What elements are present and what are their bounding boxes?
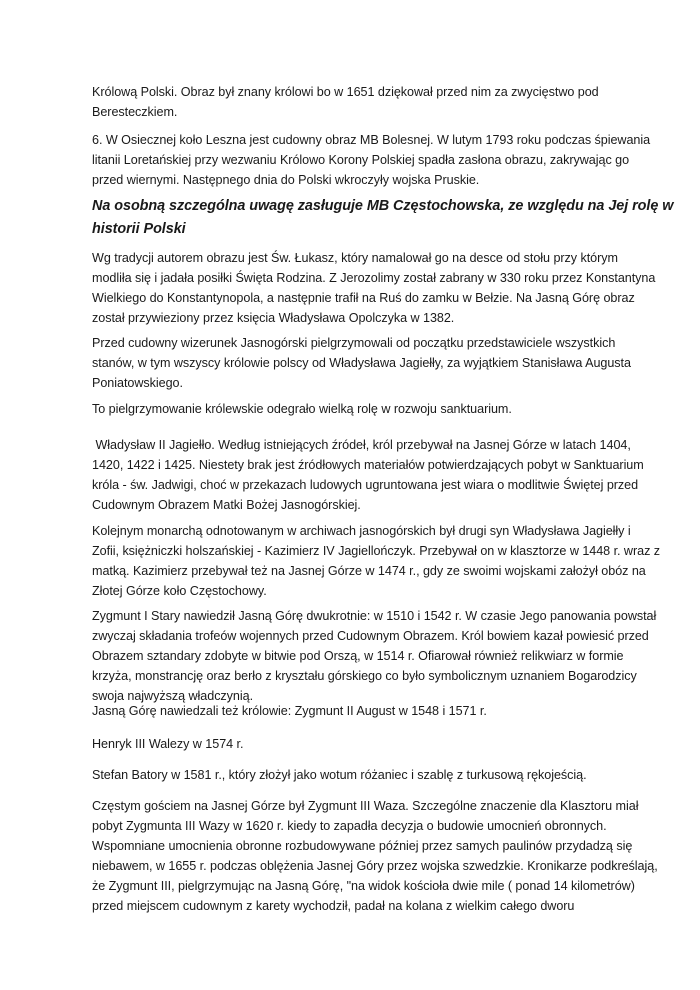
paragraph-kazimierz <box>92 521 661 601</box>
text-line: przed wiernymi. Następnego dnia do Polski wkroczyły wojska Pruskie. <box>92 173 480 187</box>
paragraph-pielgrzymowali <box>92 333 652 393</box>
text-line: Kolejnym monarchą odnotowanym w archiwach jasnogórskich był drugi syn Władysława Jagiełły i <box>92 524 631 538</box>
paragraph-zygmunt-august <box>92 701 652 721</box>
text-line: pobyt Zygmunta III Wazy w 1620 r. kiedy to zapadła decyzja o budowie umocnień obronnych. <box>92 819 607 833</box>
section-heading <box>92 195 674 241</box>
text-line: stanów, w tym wszyscy królowie polscy od Władysława Jagiełły, za wyjątkiem Stanisława Augusta <box>92 356 631 370</box>
text-line: został przywieziony przez księcia Władysława Opolczyka w 1382. <box>92 311 455 325</box>
paragraph-krolowa <box>92 82 652 122</box>
text-line: Przed cudowny wizerunek Jasnogórski pielgrzymowali od początku przedstawiciele wszystkich <box>92 336 616 350</box>
text-line: Henryk III Walezy w 1574 r. <box>92 737 244 751</box>
heading-line: Na osobną szczególna uwagę zasługuje MB Częstochowska, ze względu na Jej rolę w <box>92 198 674 214</box>
text-line: krzyża, monstrancję oraz berło z kryształu górskiego co było symbolicznym uznaniem Bogarodzicy <box>92 669 637 683</box>
text-line: przed miejscem cudownym z karety wychodził, padał na kolana z wielkim całego dworu <box>92 899 575 913</box>
paragraph-henryk <box>92 734 652 754</box>
text-line: Zygmunt I Stary nawiedził Jasną Górę dwukrotnie: w 1510 i 1542 r. W czasie Jego panowania powstał <box>92 609 657 623</box>
text-line: Złotej Górze koło Częstochowy. <box>92 584 267 598</box>
text-line: Stefan Batory w 1581 r., który złożył jako wotum różaniec i szablę z turkusową rękojeścią. <box>92 768 587 782</box>
text-line: matką. Kazimierz przebywał też na Jasnej Górze w 1474 r., gdy ze swoimi wojskami założył obóz na <box>92 564 646 578</box>
text-line: 1420, 1422 i 1425. Niestety brak jest źródłowych materiałów potwierdzających pobyt w Sanktuarium <box>92 458 644 472</box>
paragraph-jagiello <box>92 435 652 515</box>
text-line: Wspomniane umocnienia obronne rozbudowywane później przez samych paulinów przydadzą się <box>92 839 633 853</box>
text-line: króla - św. Jadwigi, choć w przekazach ludowych ugruntowana jest wiara o modlitwie Świętej przed <box>92 478 639 492</box>
text-line: Królową Polski. Obraz był znany królowi bo w 1651 dziękował przed nim za zwycięstwo pod <box>92 85 599 99</box>
text-line: Wg tradycji autorem obrazu jest Św. Łukasz, który namalował go na desce od stołu przy którym <box>92 251 618 265</box>
heading-line: historii Polski <box>92 221 186 237</box>
paragraph-batory <box>92 765 652 785</box>
text-line: Jasną Górę nawiedzali też królowie: Zygmunt II August w 1548 i 1571 r. <box>92 704 487 718</box>
text-line: Wielkiego do Konstantynopola, a następnie trafił na Ruś do zamku w Bełzie. Na Jasną Górę obraz <box>92 291 635 305</box>
text-line: Zofii, księżniczki holszańskiej - Kazimierz IV Jagiellończyk. Przebywał on w klasztorze w 1448 r. wraz z <box>92 544 661 558</box>
text-line: Obrazem sztandary zdobyte w bitwie pod Orszą, w 1514 r. Ofiarował również relikwiarz w formie <box>92 649 624 663</box>
paragraph-pielgrzymowanie <box>92 399 652 419</box>
text-line: modliła się i jadała posiłki Święta Rodzina. Z Jerozolimy został zabrany w 330 roku przez Konstantyna <box>92 271 656 285</box>
paragraph-osieczna <box>92 130 652 190</box>
text-line: zwyczaj składania trofeów wojennych przed Cudownym Obrazem. Król bowiem kazał powiesić przed <box>92 629 649 643</box>
text-line: niebawem, w 1655 r. podczas oblężenia Jasnej Góry przez wojska szwedzkie. Kronikarze podkreślają, <box>92 859 658 873</box>
text-line: 6. W Osiecznej koło Leszna jest cudowny obraz MB Bolesnej. W lutym 1793 roku podczas śpiewania <box>92 133 651 147</box>
text-line: Poniatowskiego. <box>92 376 183 390</box>
text-line: Władysław II Jagiełło. Według istniejących źródeł, król przebywał na Jasnej Górze w latach 1404, <box>92 438 631 452</box>
paragraph-zygmunt-stary <box>92 606 657 706</box>
text-line: To pielgrzymowanie królewskie odegrało wielką rolę w rozwoju sanktuarium. <box>92 402 512 416</box>
text-line: litanii Loretańskiej przy wezwaniu Królowo Korony Polskiej spadła zasłona obrazu, zakrywając go <box>92 153 630 167</box>
paragraph-waza <box>92 796 658 916</box>
text-line: swoja najwyższą władczynią. <box>92 689 254 703</box>
text-line: Częstym gościem na Jasnej Górze był Zygmunt III Waza. Szczególne znaczenie dla Klasztoru miał <box>92 799 639 813</box>
paragraph-tradycja <box>92 248 656 328</box>
text-line: że Zygmunt III, pielgrzymując na Jasną Górę, "na widok kościoła dwie mile ( ponad 14 kilometrów) <box>92 879 635 893</box>
text-line: Beresteczkiem. <box>92 105 178 119</box>
text-line: Cudownym Obrazem Matki Bożej Jasnogórskiej. <box>92 498 361 512</box>
